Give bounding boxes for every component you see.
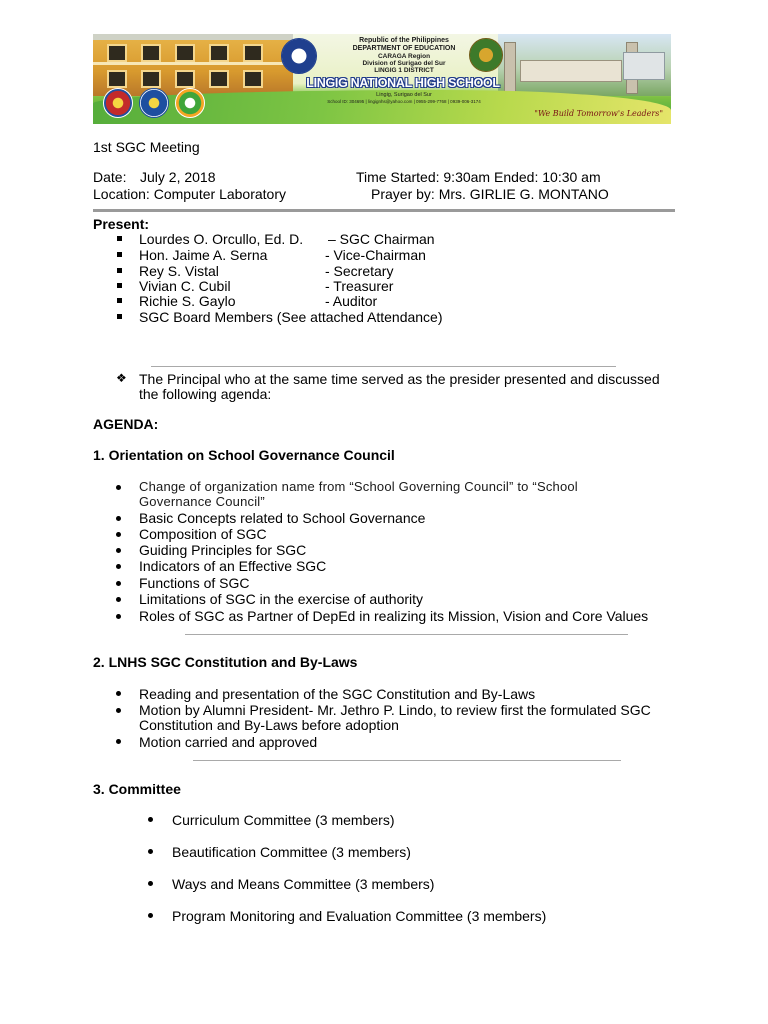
- bullet-dot-icon: [148, 913, 153, 918]
- banner-region: CARAGA Region: [377, 53, 431, 60]
- header-divider: [93, 209, 675, 212]
- meeting-title: 1st SGC Meeting: [93, 139, 200, 155]
- time-info: Time Started: 9:30am Ended: 10:30 am: [356, 169, 601, 185]
- bullet-square-icon: [117, 283, 122, 288]
- bullet-dot-icon: [148, 881, 153, 886]
- banner-contact: School ID: 304695 | lingignhs@yahoo.com | 0955-299-7768 | 0939-006-3174: [327, 99, 481, 104]
- province-seal-icon: [103, 88, 133, 118]
- list-item-continued: Constitution and By-Laws before adoption: [139, 717, 399, 733]
- committee-item: Beautification Committee (3 members): [172, 844, 411, 860]
- list-item: Limitations of SGC in the exercise of authority: [139, 591, 424, 607]
- municipal-seal-icon: [139, 88, 169, 118]
- agenda-item3-title: 3. Committee: [93, 781, 181, 797]
- list-item: Reading and presentation of the SGC Constitution and By-Laws: [139, 686, 536, 702]
- member-name: Rey S. Vistal: [139, 263, 219, 279]
- banner-division: Division of Surigao del Sur: [362, 60, 446, 67]
- member-name: Richie S. Gaylo: [139, 293, 236, 309]
- agenda-item1-title: 1. Orientation on School Governance Council: [93, 447, 395, 463]
- bullet-dot-icon: [116, 516, 121, 521]
- section-divider: [151, 366, 616, 367]
- principal-note-line2: the following agenda:: [139, 386, 272, 402]
- agenda-item2-title: 2. LNHS SGC Constitution and By-Laws: [93, 654, 358, 670]
- program-logo-icon: [175, 88, 205, 118]
- bullet-dot-icon: [148, 849, 153, 854]
- list-item: Composition of SGC: [139, 526, 267, 542]
- bullet-dot-icon: [116, 739, 121, 744]
- location-info: Location: Computer Laboratory: [93, 186, 286, 202]
- date-value: July 2, 2018: [140, 169, 216, 185]
- member-role: - Secretary: [325, 263, 394, 279]
- banner-district: LINGIG 1 DISTRICT: [374, 67, 434, 74]
- bullet-dot-icon: [116, 597, 121, 602]
- bullet-square-icon: [117, 298, 122, 303]
- present-heading: Present:: [93, 216, 150, 232]
- bullet-dot-icon: [116, 708, 121, 713]
- banner-republic: Republic of the Philippines: [359, 37, 449, 44]
- list-item: Roles of SGC as Partner of DepEd in realizing its Mission, Vision and Core Values: [139, 608, 649, 624]
- list-item-continued: Governance Council”: [139, 494, 265, 509]
- bullet-square-icon: [117, 236, 122, 241]
- committee-item: Ways and Means Committee (3 members): [172, 876, 435, 892]
- committee-item: Curriculum Committee (3 members): [172, 812, 395, 828]
- diamond-bullet-icon: ❖: [116, 371, 127, 385]
- bullet-dot-icon: [148, 817, 153, 822]
- bullet-square-icon: [117, 314, 122, 319]
- committee-item: Program Monitoring and Evaluation Committee (3 members): [172, 908, 547, 924]
- school-building-photo: [93, 34, 293, 96]
- bullet-dot-icon: [116, 564, 121, 569]
- board-members: SGC Board Members (See attached Attendance): [139, 309, 443, 325]
- bullet-dot-icon: [116, 691, 121, 696]
- member-role: – SGC Chairman: [328, 231, 435, 247]
- member-name: Lourdes O. Orcullo, Ed. D.: [139, 231, 304, 247]
- list-item: Guiding Principles for SGC: [139, 542, 307, 558]
- bullet-square-icon: [117, 252, 122, 257]
- school-letterhead-banner: [93, 34, 671, 124]
- list-item: Basic Concepts related to School Governance: [139, 510, 426, 526]
- list-item: Motion by Alumni President- Mr. Jethro P. Lindo, to review first the formulated SGC: [139, 702, 651, 718]
- banner-address: Lingig, Surigao del Sur: [376, 92, 432, 98]
- bullet-dot-icon: [116, 581, 121, 586]
- agenda-heading: AGENDA:: [93, 416, 159, 432]
- member-role: - Vice-Chairman: [325, 247, 426, 263]
- banner-tagline: "We Build Tomorrow's Leaders": [534, 109, 663, 118]
- banner-deped: DEPARTMENT OF EDUCATION: [352, 45, 456, 52]
- list-item: Motion carried and approved: [139, 734, 318, 750]
- member-role: - Auditor: [325, 293, 378, 309]
- bullet-square-icon: [117, 268, 122, 273]
- date-label: Date:: [93, 169, 127, 185]
- section-divider: [185, 634, 628, 635]
- member-role: - Treasurer: [325, 278, 394, 294]
- list-item: Change of organization name from “School Governing Council” to “School: [139, 479, 578, 494]
- member-name: Hon. Jaime A. Serna: [139, 247, 268, 263]
- bullet-dot-icon: [116, 485, 121, 490]
- member-name: Vivian C. Cubil: [139, 278, 231, 294]
- school-gate-photo: [498, 34, 671, 96]
- prayer-info: Prayer by: Mrs. GIRLIE G. MONTANO: [371, 186, 609, 202]
- principal-note-line1: The Principal who at the same time served as the presider presented and discussed: [139, 371, 660, 387]
- list-item: Functions of SGC: [139, 575, 250, 591]
- list-item: Indicators of an Effective SGC: [139, 558, 327, 574]
- bullet-dot-icon: [116, 532, 121, 537]
- bullet-dot-icon: [116, 548, 121, 553]
- section-divider: [193, 760, 621, 761]
- banner-school-name: LINGIG NATIONAL HIGH SCHOOL: [306, 76, 500, 90]
- bullet-dot-icon: [116, 614, 121, 619]
